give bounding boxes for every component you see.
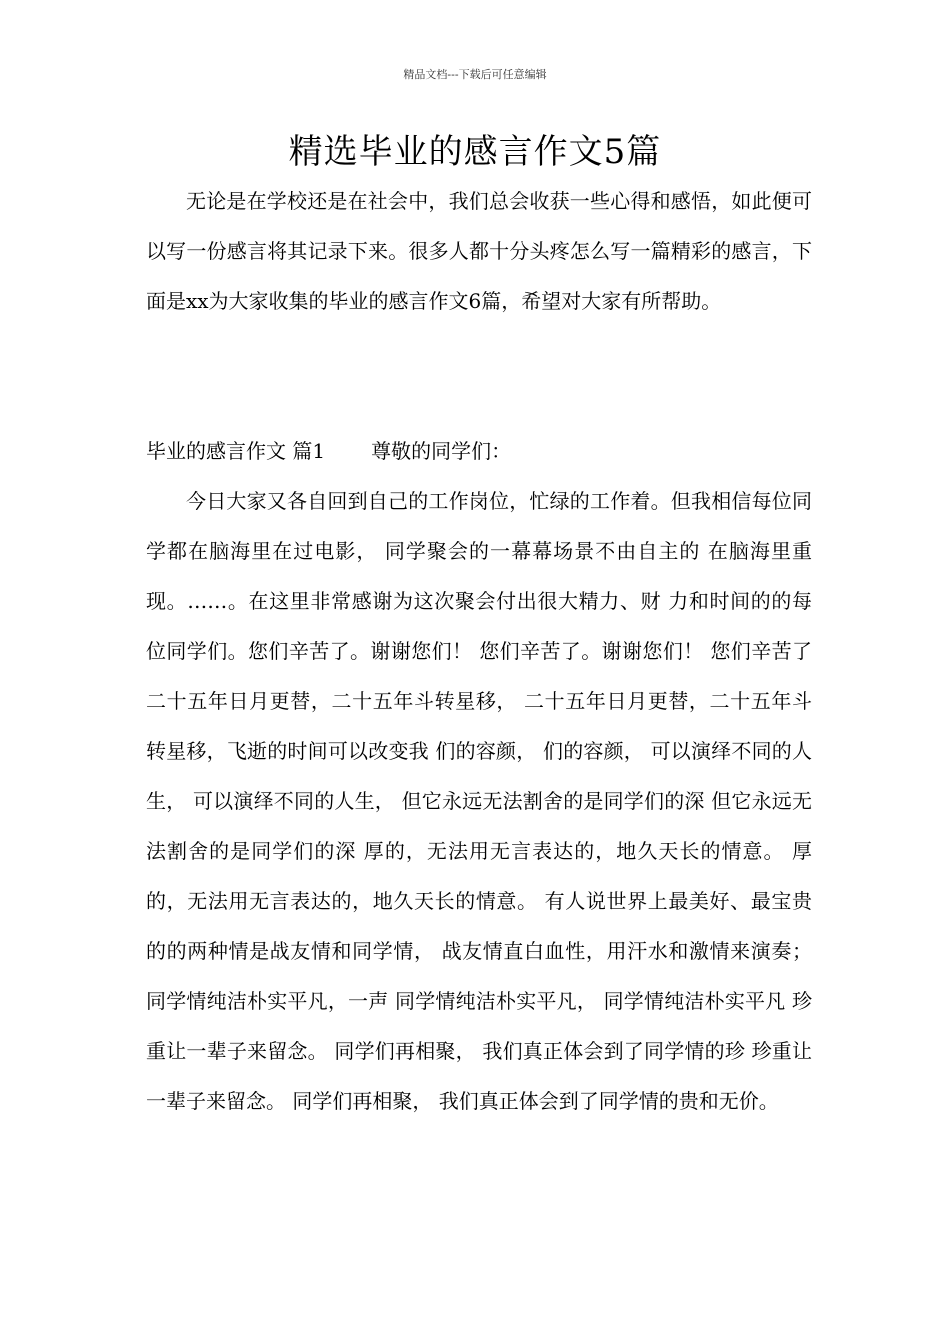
section-heading <box>146 426 812 476</box>
section-body-paragraph: 今日大家又各自回到自己的工作岗位，忙绿的工作着。但我相信每位同学都在脑海里在过电影， 同学聚会的一幕幕场景不由自主的 在脑海里重现。……。在这里非常感谢为这次聚会付出很大精力、财 力和时间的的每位同学们。您们辛苦了。谢谢您们！ 您们辛苦了。谢谢您们！ 您们辛苦了 二十五年日月更替，二十五年斗转星移， 二十五年日月更替，二十五年斗转星移，飞逝的时间可以改变我 们的容颜， 们的容颜， 可以演绎不同的人生， 可以演绎不同的人生， 但它永远无法割舍的是同学们的深 但它永远无法割舍的是同学们的深 厚的，无法用无言表达的，地久天长的情意。 厚的，无法用无言表达的，地久天长的情意。 有人说世界上最美好、最宝贵的的两种情是战友情和同学情， 战友情直白血性，用汗水和激情来演奏；同学情纯洁朴实平凡，一声 同学情纯洁朴实平凡， 同学情纯洁朴实平凡 珍重让一辈子来留念。 同学们再相聚， 我们真正体会到了同学情的珍 珍重让一辈子来留念。 同学们再相聚， 我们真正体会到了同学情的贵和无价。 <box>146 489 812 1113</box>
intro-paragraph: 无论是在学校还是在社会中，我们总会收获一些心得和感悟，如此便可以写一份感言将其记录下来。很多人都十分头疼怎么写一篇精彩的感言，下面是xx为大家收集的毕业的感言作文6篇，希望对大家有所帮助。 <box>146 189 812 313</box>
header-note: 精品文档---下载后可任意编辑 <box>403 68 547 81</box>
section-greeting: 尊敬的同学们： <box>371 439 512 463</box>
document-title: 精选毕业的感言作文5篇 <box>288 132 662 172</box>
section-title: 毕业的感言作文 篇1 <box>146 439 326 463</box>
